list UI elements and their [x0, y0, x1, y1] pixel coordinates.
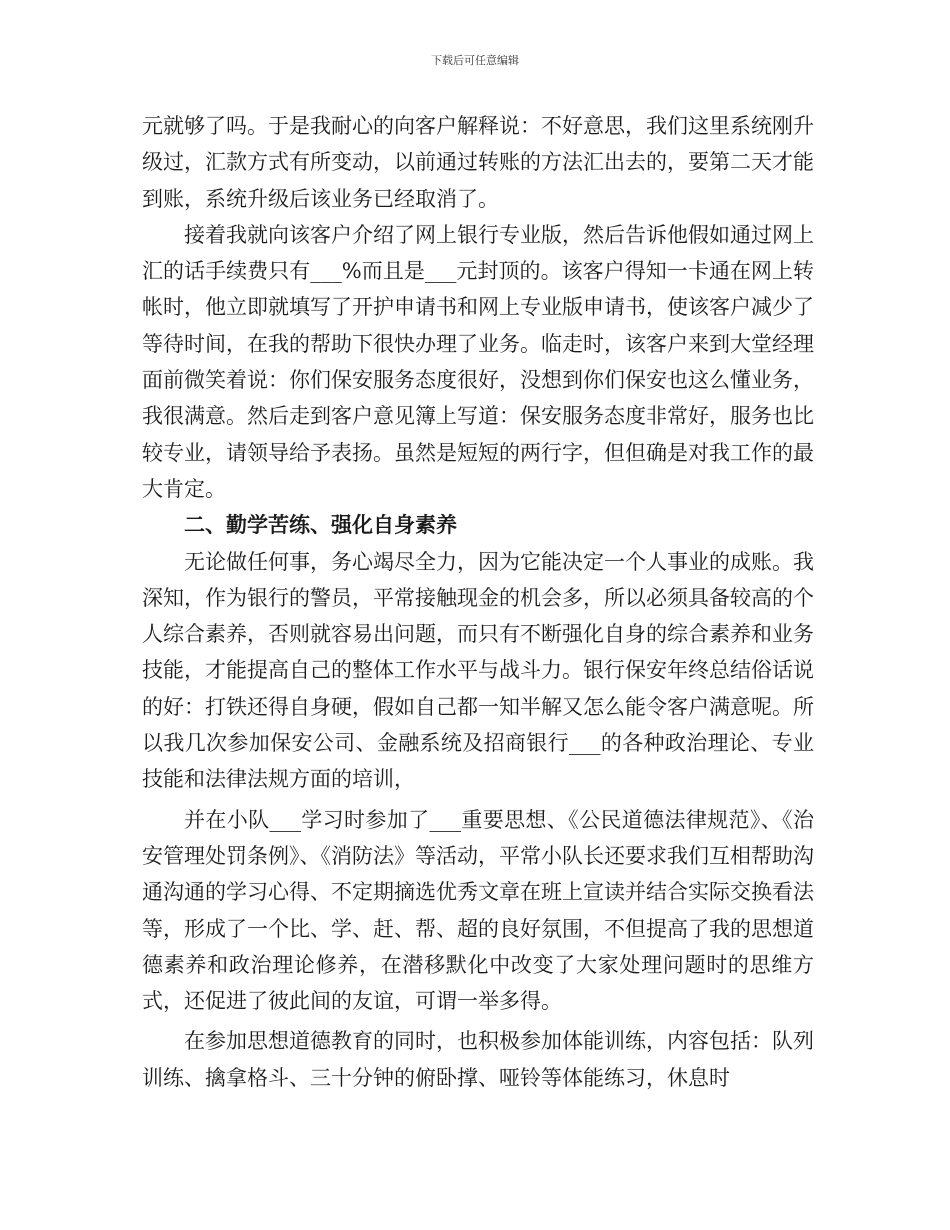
paragraph-3: 无论做任何事，务心竭尽全力，因为它能决定一个人事业的成账。我深知，作为银行的警员，平常接触现金的机会多，所以必须具备较高的个人综合素养，否则就容易出问题，而只有不断强化自身的综合素养和业务技能，才能提高自己的整体工作水平与战斗力。银行保安年终总结俗话说的好：打铁还得自身硬，假如自己都一知半解又怎么能令客户满意呢。所以我几次参加保安公司、金融系统及招商银行___的各种政治理论、专业技能和法律法规方面的培训，	[142, 549, 814, 792]
paragraph-2: 接着我就向该客户介绍了网上银行专业版，然后告诉他假如通过网上汇的话手续费只有___%而且是___元封顶的。该客户得知一卡通在网上转帐时，他立即就填写了开护申请书和网上专业版申请书，使该客户减少了等待时间，在我的帮助下很快办理了业务。临走时，该客户来到大堂经理面前微笑着说：你们保安服务态度很好，没想到你们保安也这么懂业务，我很满意。然后走到客户意见簿上写道：保安服务态度非常好，服务也比较专业，请领导给予表扬。虽然是短短的两行字，但但确是对我工作的最大肯定。	[142, 222, 814, 501]
page-header: 下载后可任意编辑	[431, 54, 519, 67]
section-heading: 二、勤学苦练、强化自身素养	[184, 512, 457, 538]
paragraph-5: 在参加思想道德教育的同时，也积极参加体能训练，内容包括：队列训练、擒拿格斗、三十分钟的俯卧撑、哑铃等体能练习，休息时	[142, 1029, 814, 1090]
paragraph-1: 元就够了吗。于是我耐心的向客户解释说：不好意思，我们这里系统刚升级过，汇款方式有所变动，以前通过转账的方法汇出去的，要第二天才能到账，系统升级后该业务已经取消了。	[142, 114, 814, 211]
paragraph-4: 并在小队___学习时参加了___重要思想、《公民道德法律规范》、《治安管理处罚条例》、《消防法》等活动，平常小队长还要求我们互相帮助沟通沟通的学习心得、不定期摘选优秀文章在班上宣读并结合实际交换看法等，形成了一个比、学、赶、帮、超的良好氛围，不但提高了我的思想道德素养和政治理论修养，在潜移默化中改变了大家处理问题时的思维方式，还促进了彼此间的友谊，可谓一举多得。	[142, 807, 814, 1014]
document-body	[142, 108, 814, 1096]
